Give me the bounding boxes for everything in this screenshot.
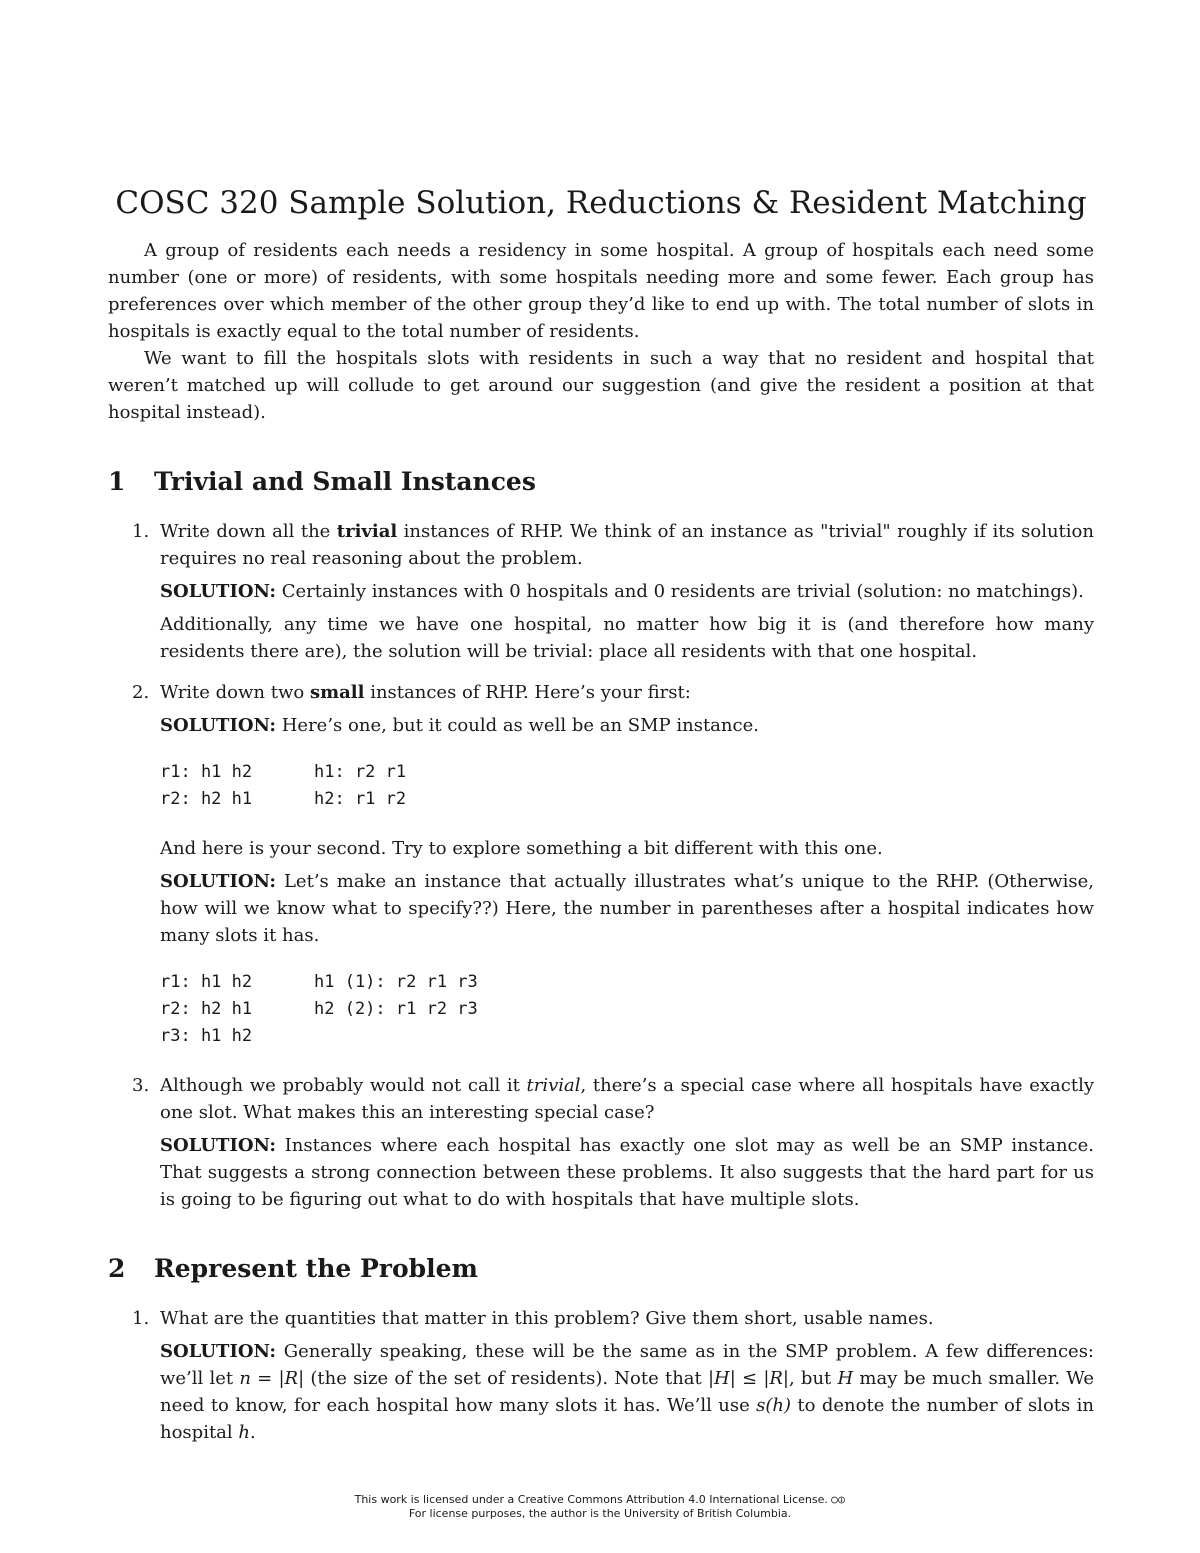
- section-heading-2: [108, 1253, 1094, 1285]
- intro-paragraph-1: A group of residents each needs a residency in some hospital. A group of hospitals each need some number (one or more) of residents, with some hospitals needing more and some fewer. Each group has preferences over which member of the other group they’d like to end up with. The total number of slots in hospitals is exactly equal to the total number of residents.: [108, 240, 1094, 342]
- emphasis: small: [309, 682, 365, 703]
- question-item: [108, 1072, 1094, 1213]
- question-text: Write down two small instances of RHP. Here’s your first:: [160, 682, 691, 703]
- question-list-2: [108, 1305, 1094, 1446]
- solution-text: SOLUTION: Instances where each hospital has exactly one slot may as well be an SMP instance. That suggests a strong connection between these problems. It also suggests that the hard part for us is going to be figuring out what to do with hospitals that have multiple slots.: [160, 1135, 1094, 1210]
- document-page: [108, 183, 1094, 1460]
- section-number: 2: [108, 1254, 126, 1283]
- solution-text: SOLUTION: Let’s make an instance that actually illustrates what’s unique to the RHP. (Otherwise, how will we know what to specify??) Here, the number in parentheses after a hospital indicates how many slots it has.: [160, 871, 1094, 946]
- math: H: [837, 1368, 854, 1389]
- solution-text-extra: Additionally, any time we have one hospital, no matter how big it is (and therefore how many residents there are), the solution will be trivial: place all residents with that one hospital.: [160, 614, 1094, 662]
- section-heading-1: [108, 466, 1094, 498]
- license-line-1: This work is licensed under a Creative Commons Attribution 4.0 International License.: [0, 1493, 1200, 1507]
- math: h: [238, 1422, 250, 1443]
- code-row: r2: h2 h1 h2: r1 r2: [160, 789, 407, 809]
- list-marker: 1.: [132, 521, 150, 542]
- math: s(h): [756, 1395, 792, 1416]
- list-marker: 3.: [132, 1075, 150, 1096]
- code-row: r1: h1 h2 h1: r2 r1: [160, 762, 407, 782]
- solution-label: SOLUTION:: [160, 1135, 276, 1156]
- emphasis: trivial: [336, 521, 398, 542]
- question-item: [108, 518, 1094, 665]
- solution-text: SOLUTION: Generally speaking, these will be the same as in the SMP problem. A few differences: we’ll let n = |R| (the size of the set of residents). Note that |H| ≤ |R|, but H may be much smaller. We need to know, for each hospital how many slots it has. We’ll use s(h) to denote the number of slots in hospital h.: [160, 1341, 1094, 1443]
- solution-text: SOLUTION: Certainly instances with 0 hospitals and 0 residents are trivial (solution: no matchings).: [160, 581, 1084, 602]
- code-row: r2: h2 h1 h2 (2): r1 r2 r3: [160, 999, 478, 1019]
- question-text: Although we probably would not call it trivial, there’s a special case where all hospitals have exactly one slot. What makes this an interesting special case?: [160, 1075, 1094, 1123]
- code-block-1: [160, 759, 1094, 813]
- question-item: [108, 1305, 1094, 1446]
- list-marker: 2.: [132, 682, 150, 703]
- intro-paragraph-2: We want to fill the hospitals slots with residents in such a way that no resident and hospital that weren’t matched up will collude to get around our suggestion (and give the resident a position at that hospital instead).: [108, 348, 1094, 423]
- license-footer: [0, 1493, 1200, 1521]
- solution-text: SOLUTION: Here’s one, but it could as well be an SMP instance.: [160, 715, 759, 736]
- question-text-second: And here is your second. Try to explore something a bit different with this one.: [160, 838, 883, 859]
- solution-label: SOLUTION:: [160, 715, 276, 736]
- page-title: COSC 320 Sample Solution, Reductions & Resident Matching: [115, 185, 1087, 221]
- emphasis: trivial: [526, 1075, 581, 1096]
- code-row: r1: h1 h2 h1 (1): r2 r1 r3: [160, 972, 478, 992]
- solution-label: SOLUTION:: [160, 581, 276, 602]
- list-marker: 1.: [132, 1308, 150, 1329]
- question-text: What are the quantities that matter in this problem? Give them short, usable names.: [160, 1308, 934, 1329]
- section-number: 1: [108, 467, 126, 496]
- question-list-1: [108, 518, 1094, 1213]
- solution-label: SOLUTION:: [160, 871, 276, 892]
- math: n = |R|: [239, 1368, 305, 1389]
- solution-label: SOLUTION:: [160, 1341, 276, 1362]
- license-line-2: For license purposes, the author is the University of British Columbia.: [408, 1507, 792, 1520]
- math: |H| ≤ |R|: [707, 1368, 789, 1389]
- code-block-2: [160, 969, 1094, 1050]
- code-row: r3: h1 h2: [160, 1026, 253, 1046]
- cc-by-icon: [831, 1494, 845, 1506]
- question-item: [108, 679, 1094, 1050]
- section-title: Represent the Problem: [154, 1254, 478, 1283]
- section-title: Trivial and Small Instances: [154, 467, 536, 496]
- question-text: Write down all the trivial instances of RHP. We think of an instance as "trivial" roughly if its solution requires no real reasoning about the problem.: [160, 521, 1094, 569]
